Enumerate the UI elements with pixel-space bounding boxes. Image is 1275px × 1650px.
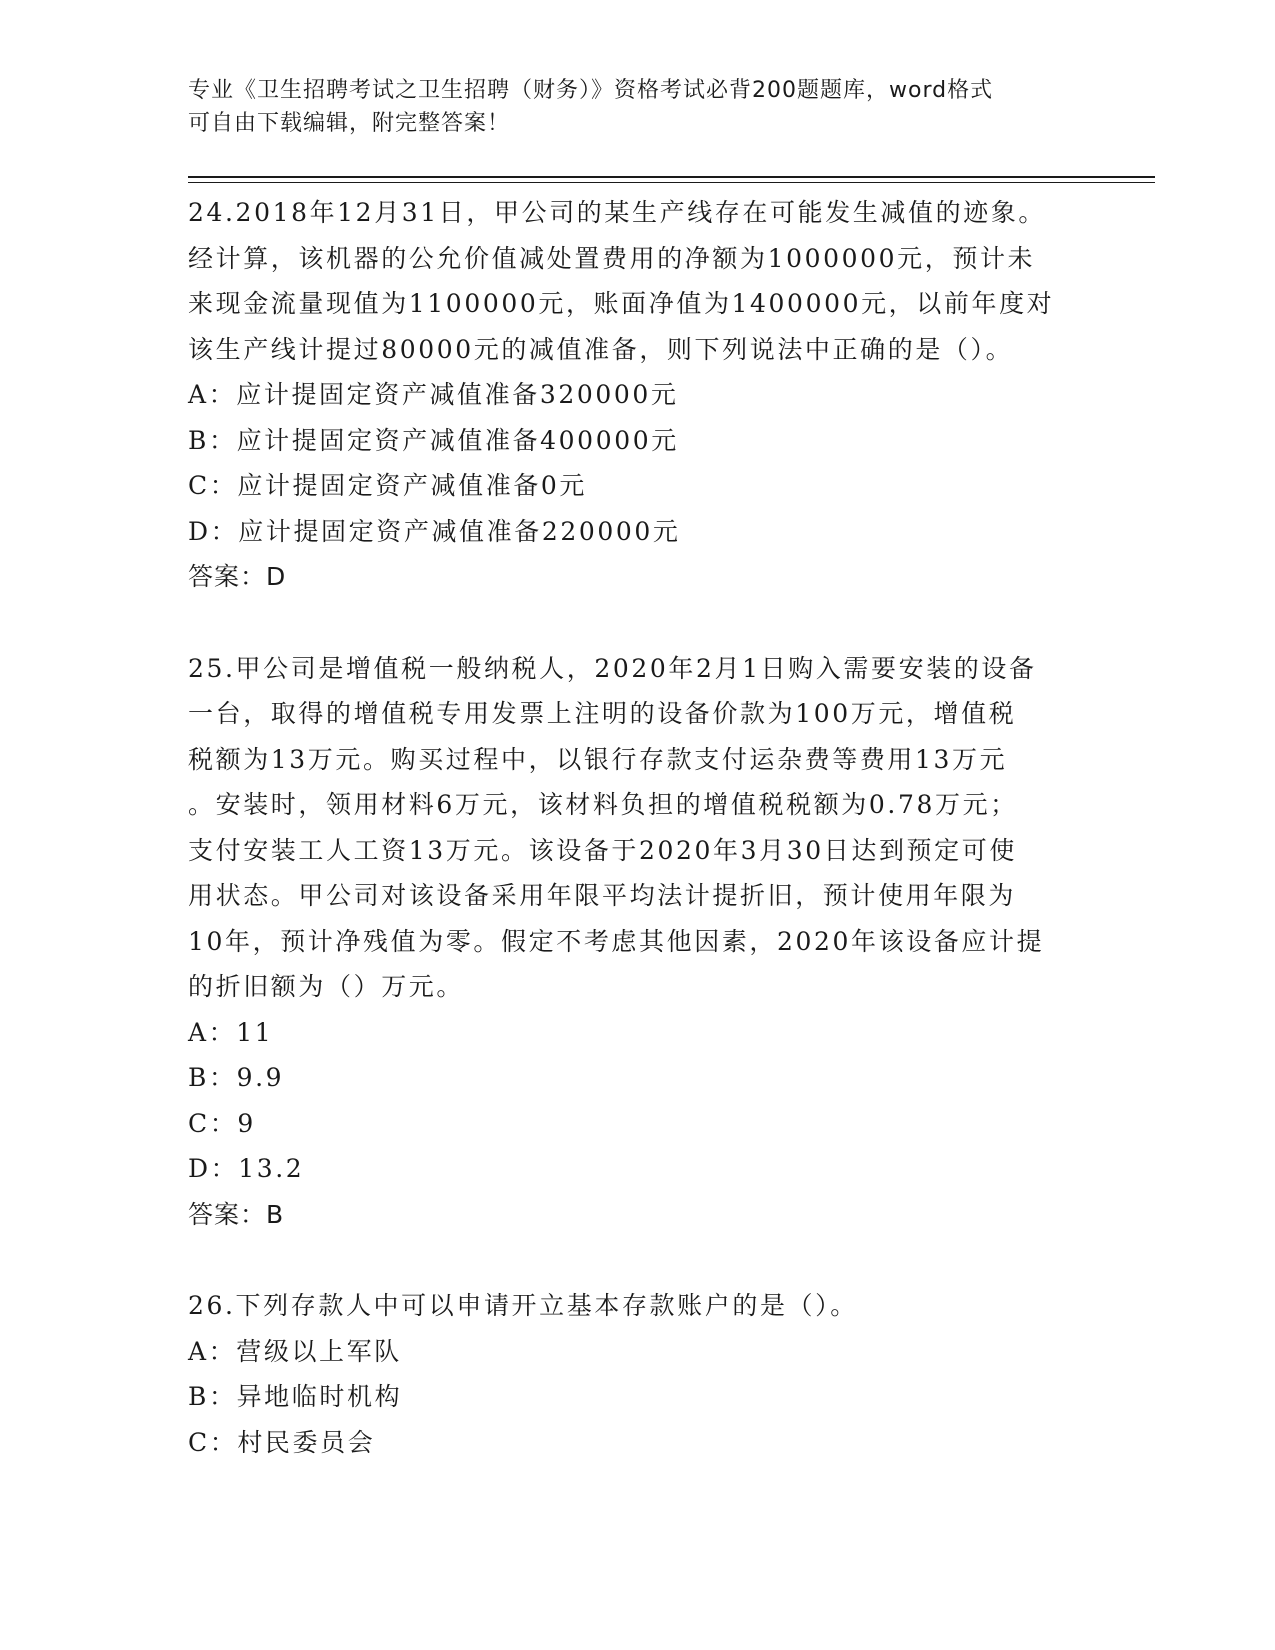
- option-a: A：11: [188, 1017, 274, 1047]
- option-a: A：营级以上军队: [188, 1336, 402, 1366]
- answer-label: 答案：D: [188, 562, 287, 591]
- answer-label: 答案：B: [188, 1199, 285, 1229]
- question-text-line: 一台，取得的增值税专用发票上注明的设备价款为100万元，增值税: [188, 699, 1017, 728]
- question-text-line: 用状态。甲公司对该设备采用年限平均法计提折旧，预计使用年限为: [188, 881, 1017, 910]
- option-c: C：应计提固定资产减值准备0元: [188, 471, 588, 500]
- option-b: B：应计提固定资产减值准备400000元: [188, 425, 679, 455]
- question-text-line: 的折旧额为（）万元。: [188, 972, 465, 1001]
- header-divider-thick: [188, 176, 1155, 178]
- spacer: [188, 1237, 1108, 1283]
- question-26: [188, 1283, 1108, 1465]
- option-b: B：异地临时机构: [188, 1382, 403, 1411]
- header-divider-thin: [188, 182, 1155, 183]
- question-text-line: 26.下列存款人中可以申请开立基本存款账户的是（）。: [188, 1291, 858, 1320]
- question-text-line: 来现金流量现值为1100000元，账面净值为1400000元，以前年度对: [188, 289, 1055, 318]
- option-a: A：应计提固定资产减值准备320000元: [188, 380, 679, 409]
- question-text-line: 。安装时，领用材料6万元，该材料负担的增值税税额为0.78万元；: [188, 790, 1018, 819]
- option-c: C：9: [188, 1108, 256, 1138]
- question-list: [188, 190, 1108, 1465]
- option-d: D：应计提固定资产减值准备220000元: [188, 516, 681, 546]
- question-24: [188, 190, 1108, 600]
- question-text-line: 税额为13万元。购买过程中，以银行存款支付运杂费等费用13万元: [188, 744, 1008, 774]
- option-c: C：村民委员会: [188, 1427, 376, 1457]
- question-25: [188, 646, 1108, 1238]
- option-d: D：13.2: [188, 1154, 305, 1183]
- document-header: [188, 74, 1088, 140]
- question-text-line: 24.2018年12月31日，甲公司的某生产线存在可能发生减值的迹象。: [188, 198, 1047, 227]
- question-text-line: 该生产线计提过80000元的减值准备，则下列说法中正确的是（）。: [188, 334, 1014, 364]
- question-text-line: 支付安装工人工资13万元。该设备于2020年3月30日达到预定可使: [188, 835, 1017, 865]
- question-text-line: 25.甲公司是增值税一般纳税人，2020年2月1日购入需要安装的设备: [188, 653, 1037, 683]
- option-b: B：9.9: [188, 1063, 285, 1092]
- question-text-line: 经计算，该机器的公允价值减处置费用的净额为1000000元，预计未: [188, 243, 1036, 273]
- spacer: [188, 600, 1108, 646]
- header-line-1: 专业《卫生招聘考试之卫生招聘（财务）》资格考试必背200题题库，word格式: [188, 78, 994, 103]
- header-line-2: 可自由下载编辑，附完整答案！: [188, 111, 511, 136]
- question-text-line: 10年，预计净残值为零。假定不考虑其他因素，2020年该设备应计提: [188, 926, 1045, 956]
